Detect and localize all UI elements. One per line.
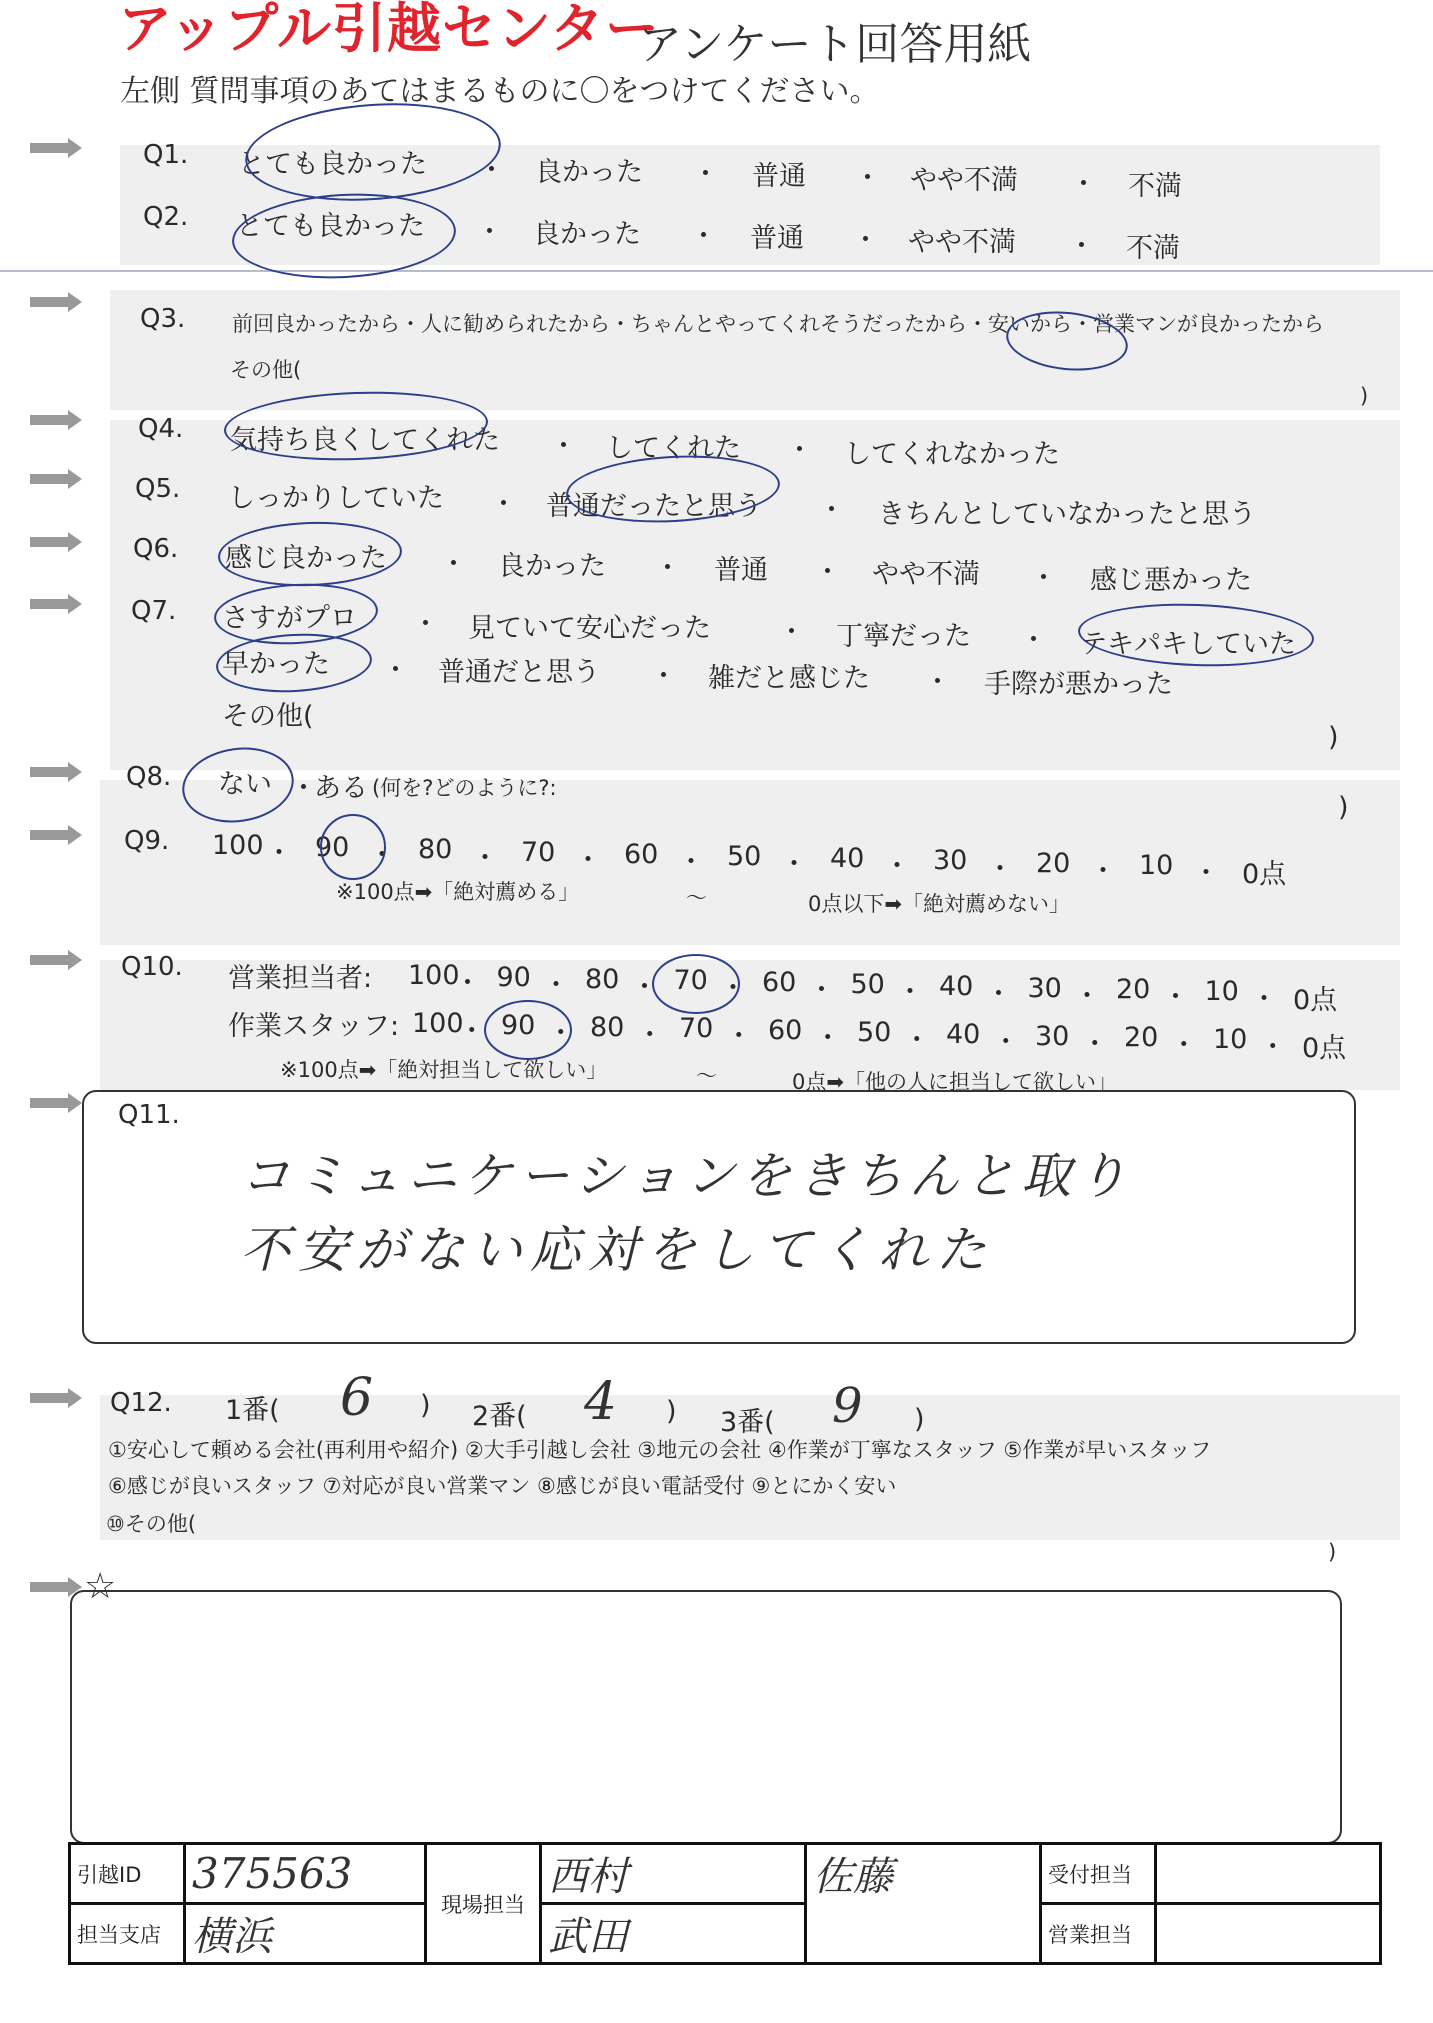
q5-option-normal[interactable]: 普通だったと思う [546, 491, 762, 522]
sales-label: 営業担当 [1041, 1904, 1156, 1964]
sales-value [1156, 1904, 1381, 1964]
q8-option-no[interactable]: ない [218, 769, 272, 800]
q10-label: Q10. [121, 952, 183, 982]
arrow-icon [30, 292, 82, 312]
q6-option-good[interactable]: 良かった [498, 551, 606, 582]
q2-option-very-good[interactable]: とても良かった [236, 211, 425, 242]
q12-first-value: 6 [340, 1368, 374, 1428]
arrow-icon [30, 532, 82, 552]
instruction-text: 左側 質問事項のあてはまるものに〇をつけてください。 [120, 74, 880, 109]
q10-staff-option-2[interactable]: 80 [590, 1011, 625, 1043]
q1-option-very-good[interactable]: とても良かった [238, 149, 427, 180]
q6-option-unpleasant[interactable]: 感じ悪かった [1090, 565, 1252, 596]
q10-sales-option-0[interactable]: 100 [408, 960, 460, 991]
q9-separator: ・ [471, 842, 499, 874]
q9-option-4[interactable]: 60 [624, 838, 659, 870]
q10-sales-option-5[interactable]: 50 [850, 969, 885, 1000]
q12-choices-row1: ①安心して頼める会社(再利用や紹介) ②大手引越し会社 ③地元の会社 ④作業が丁寧なスタッフ ⑤作業が早いスタッフ [108, 1438, 1212, 1462]
q9-separator: ・ [986, 853, 1014, 885]
q7-label: Q7. [131, 596, 177, 626]
q7-option-polite[interactable]: 丁寧だった [836, 621, 971, 652]
q4-option-very[interactable]: 気持ち良くしてくれた [230, 425, 500, 456]
q10-staff-separator: ・ [992, 1026, 1020, 1058]
branch-value: 横浜 [185, 1904, 426, 1964]
arrow-icon [30, 138, 82, 158]
q10-sales-separator: ・ [985, 978, 1013, 1010]
q10-sales-separator: ・ [896, 976, 924, 1008]
q9-separator: ・ [368, 840, 396, 872]
q9-separator: ・ [677, 846, 705, 878]
q10-staff-label: 作業スタッフ: [228, 1011, 400, 1042]
q9-note-right: 0点以下➡「絶対薦めない」 [808, 892, 1070, 916]
q9-option-3[interactable]: 70 [521, 836, 556, 868]
q7-option-normal[interactable]: 普通だと思う [438, 657, 600, 688]
star-icon: ☆ [84, 1566, 117, 1607]
q10-sales-separator: ・ [454, 967, 482, 999]
q7-option-reassuring[interactable]: 見ていて安心だった [468, 613, 711, 644]
q10-sales-separator: ・ [1162, 982, 1190, 1014]
q9-option-7[interactable]: 30 [933, 845, 968, 877]
q4-option-no[interactable]: してくれなかった [844, 439, 1060, 470]
q10-staff-option-7[interactable]: 30 [1035, 1020, 1070, 1052]
reception-label: 受付担当 [1041, 1844, 1156, 1904]
q9-label: Q9. [124, 826, 170, 856]
q7-option-efficient[interactable]: テキパキしていた [1080, 629, 1296, 660]
q8-label: Q8. [126, 762, 172, 792]
q2-option-dissatisfied[interactable]: 不満 [1126, 233, 1180, 264]
q9-option-9[interactable]: 10 [1139, 849, 1174, 881]
q10-staff-separator: ・ [903, 1024, 931, 1056]
arrow-icon [30, 410, 82, 430]
q10-note-left: ※100点➡「絶対担当して欲しい」 [280, 1058, 608, 1082]
q10-staff-option-10[interactable]: 0点 [1302, 1033, 1347, 1064]
site-manager-value-1: 西村 [541, 1844, 806, 1904]
q1-option-good[interactable]: 良かった [535, 157, 643, 188]
q7-option-clumsy[interactable]: 手際が悪かった [984, 669, 1173, 700]
q10-sales-option-4[interactable]: 60 [762, 967, 797, 999]
q1-option-dissatisfied[interactable]: 不満 [1128, 171, 1182, 202]
q7-option-pro[interactable]: さすがプロ [222, 603, 357, 634]
q10-sales-separator: ・ [1073, 980, 1101, 1012]
q4-label: Q4. [138, 414, 184, 444]
q9-note-left: ※100点➡「絶対薦める」 [336, 880, 580, 904]
q9-separator: ・ [780, 849, 808, 881]
move-id-value: 375563 [185, 1844, 426, 1904]
q10-sales-separator: ・ [542, 969, 570, 1001]
q1-label: Q1. [143, 140, 189, 170]
q7-option-sloppy[interactable]: 雑だと感じた [708, 663, 870, 694]
q10-staff-option-1[interactable]: 90 [501, 1009, 536, 1041]
q10-staff-separator: ・ [1170, 1030, 1198, 1062]
footer-table [68, 1842, 1382, 1965]
q10-staff-option-5[interactable]: 50 [857, 1017, 892, 1048]
q9-option-1[interactable]: 90 [315, 832, 350, 864]
arrow-icon [30, 594, 82, 614]
q7-other[interactable]: その他( [222, 701, 314, 732]
q10-staff-option-0[interactable]: 100 [412, 1008, 464, 1039]
q8-note: (何を?どのように?: [372, 776, 557, 800]
q10-sales-option-1[interactable]: 90 [496, 961, 531, 993]
q12-other: ⑩その他( [106, 1512, 197, 1536]
q6-label: Q6. [133, 534, 179, 564]
q1-option-normal[interactable]: 普通 [752, 161, 806, 192]
site-manager-value-3: 佐藤 [806, 1844, 1041, 1964]
q10-sales-label: 営業担当者: [228, 963, 373, 994]
q3-other[interactable]: その他( [230, 358, 302, 382]
q10-staff-separator: ・ [458, 1015, 486, 1047]
arrow-icon [30, 950, 82, 970]
q6-option-pleasant[interactable]: 感じ良かった [225, 543, 387, 574]
q1-option-slightly-dissatisfied[interactable]: やや不満 [910, 165, 1018, 196]
q10-staff-option-9[interactable]: 10 [1213, 1024, 1248, 1056]
arrow-icon [30, 825, 82, 845]
arrow-icon [30, 1388, 82, 1408]
q5-option-solid[interactable]: しっかりしていた [228, 483, 444, 514]
q9-separator: ・ [1089, 855, 1117, 887]
q2-option-slightly-dissatisfied[interactable]: やや不満 [908, 227, 1016, 258]
q9-separator: ・ [574, 844, 602, 876]
q9-option-10[interactable]: 0点 [1242, 859, 1287, 890]
q10-sales-separator: ・ [631, 971, 659, 1003]
q9-separator: ・ [265, 838, 293, 870]
q5-label: Q5. [135, 474, 181, 504]
q10-sales-option-3[interactable]: 70 [673, 965, 708, 997]
q2-label: Q2. [143, 202, 189, 232]
q10-sales-option-2[interactable]: 80 [585, 963, 620, 995]
q10-staff-separator: ・ [1081, 1028, 1109, 1060]
arrow-icon [30, 762, 82, 782]
q9-separator: ・ [883, 851, 911, 883]
q9-selection-mark [320, 814, 386, 880]
q9-option-8[interactable]: 20 [1036, 847, 1071, 879]
arrow-icon [30, 1093, 82, 1113]
q10-staff-separator: ・ [636, 1019, 664, 1051]
q10-sales-separator: ・ [808, 975, 836, 1007]
form-title: アンケート回答用紙 [638, 19, 1032, 70]
q10-staff-separator: ・ [1259, 1032, 1287, 1064]
q12-label: Q12. [110, 1388, 172, 1418]
q12-third-value: 9 [832, 1378, 863, 1434]
q6-option-slightly-dissatisfied[interactable]: やや不満 [872, 559, 980, 590]
q9-option-6[interactable]: 40 [830, 843, 865, 875]
q11-label: Q11. [118, 1100, 180, 1130]
q5-option-not-proper[interactable]: きちんとしていなかったと思う [878, 499, 1256, 530]
scan-rule [0, 270, 1433, 272]
q12-second-value: 4 [584, 1372, 618, 1432]
q10-staff-option-8[interactable]: 20 [1124, 1022, 1159, 1054]
arrow-icon [30, 469, 82, 489]
q10-staff-separator: ・ [814, 1023, 842, 1055]
q10-staff-option-4[interactable]: 60 [768, 1015, 803, 1047]
q8-option-yes[interactable]: ある [314, 773, 368, 804]
move-id-label: 引越ID [70, 1844, 185, 1904]
q9-separator: ・ [1192, 857, 1220, 889]
q10-sales-option-6[interactable]: 40 [939, 970, 974, 1002]
q12-choices-row2: ⑥感じが良いスタッフ ⑦対応が良い営業マン ⑧感じが良い電話受付 ⑨とにかく安い [108, 1474, 897, 1498]
reception-value [1156, 1844, 1381, 1904]
q10-sales-separator: ・ [719, 973, 747, 1005]
q3-options[interactable]: 前回良かったから・人に勧められたから・ちゃんとやってくれそうだったから・安いから・営業マンが良かったから [232, 312, 1324, 336]
q2-option-normal[interactable]: 普通 [750, 223, 804, 254]
q9-option-0[interactable]: 100 [212, 830, 264, 861]
q9-option-2[interactable]: 80 [418, 834, 453, 866]
q11-answer-line1: コミュニケーションをきちんと取り [240, 1147, 1133, 1205]
q9-option-5[interactable]: 50 [727, 841, 762, 872]
q7-option-fast[interactable]: 早かった [222, 649, 330, 680]
q10-sales-option-10[interactable]: 0点 [1293, 985, 1338, 1016]
q10-sales-selection-mark [652, 954, 740, 1014]
q10-sales-option-9[interactable]: 10 [1204, 976, 1239, 1008]
q10-sales-separator: ・ [1250, 984, 1278, 1016]
q10-staff-option-6[interactable]: 40 [946, 1018, 981, 1050]
q10-staff-selection-mark [484, 1000, 575, 1060]
free-comment-box[interactable] [70, 1590, 1342, 1844]
q10-sales-option-7[interactable]: 30 [1027, 972, 1062, 1004]
site-manager-value-2: 武田 [541, 1904, 806, 1964]
q10-staff-separator: ・ [725, 1021, 753, 1053]
q3-label: Q3. [140, 304, 186, 334]
q10-note-right: 0点➡「他の人に担当して欲しい」 [792, 1070, 1117, 1094]
q2-option-good[interactable]: 良かった [533, 219, 641, 250]
site-manager-label: 現場担当 [426, 1844, 541, 1964]
q10-staff-option-3[interactable]: 70 [679, 1013, 714, 1045]
q10-sales-option-8[interactable]: 20 [1116, 974, 1151, 1006]
q4-option-yes[interactable]: してくれた [606, 433, 741, 464]
q6-option-normal[interactable]: 普通 [714, 555, 768, 586]
brand-logo: アップル引越センター [118, 0, 660, 60]
q11-answer-line2: 不安がない応対をしてくれた [240, 1221, 994, 1279]
branch-label: 担当支店 [70, 1904, 185, 1964]
q10-staff-separator: ・ [547, 1017, 575, 1049]
